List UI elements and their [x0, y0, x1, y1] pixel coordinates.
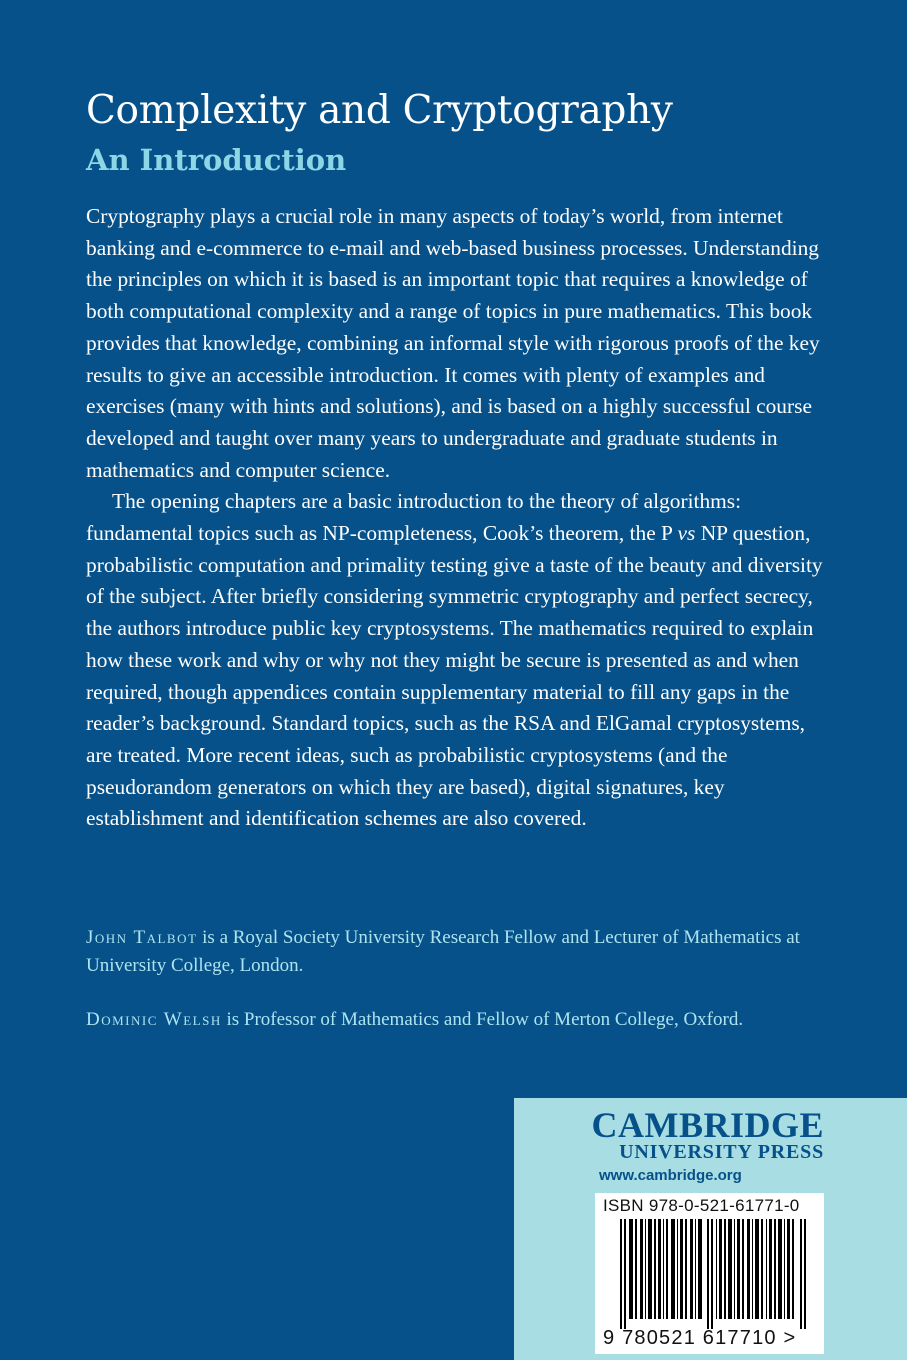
publisher-press-label: UNIVERSITY PRESS [619, 1141, 824, 1163]
blurb [86, 201, 826, 835]
blurb-p2-part-2: NP question, probabilistic computation and primality testing give a taste of the beauty and diversity of the subject. After briefly considering symmetric cryptography and perfect secrecy, the authors introduce public key cryptosystems. The mathematics required to explain how these work and why or why not they might be secure is presented as and when required, though appendices contain supplementary material to fill any gaps in the reader’s background. Standard topics, such as the RSA and ElGamal cryptosystems, are treated. More recent ideas, such as probabilistic cryptosystems (and the pseudorandom generators on which they are based), digital signatures, key establishment and identification schemes are also covered. [86, 521, 823, 831]
book-title: Complexity and Cryptography [86, 88, 673, 133]
author-name: Dominic Welsh [86, 1009, 222, 1030]
blurb-paragraph-2 [86, 486, 826, 835]
blurb-p2-part-1: The opening chapters are a basic introduction to the theory of algorithms: fundamental topics such as NP-completeness, Cook’s theorem, the P [86, 489, 742, 546]
publisher-logo [591, 1104, 824, 1146]
publisher-website[interactable]: www.cambridge.org [599, 1167, 742, 1184]
author-name: John Talbot [86, 927, 198, 948]
isbn-label: ISBN 978-0-521-61771-0 [603, 1196, 800, 1215]
book-subtitle: An Introduction [86, 143, 347, 177]
author-bio: is Professor of Mathematics and Fellow of Merton College, Oxford. [221, 1009, 744, 1030]
author-bio: is a Royal Society University Research Fellow and Lecturer of Mathematics at University College, London. [86, 927, 800, 976]
publisher-name: CAMBRIDGE [591, 1105, 824, 1145]
author-bio-talbot [86, 924, 826, 980]
author-bio-welsh [86, 1006, 826, 1034]
barcode-digits: 9 780521 617710 > [603, 1327, 797, 1349]
blurb-p2-vs: vs [677, 521, 696, 546]
barcode-icon [620, 1219, 806, 1329]
publisher-press [619, 1141, 824, 1164]
blurb-paragraph-1: Cryptography plays a crucial role in many aspects of today’s world, from internet banking and e-commerce to e-mail and web-based business processes. Understanding the principles on which it is based is an important topic that requires a knowledge of both computational complexity and a range of topics in pure mathematics. This book provides that knowledge, combining an informal style with rigorous proofs of the key results to give an accessible introduction. It comes with plenty of examples and exercises (many with hints and solutions), and is based on a highly successful course developed and taught over many years to undergraduate and graduate students in mathematics and computer science. [86, 204, 820, 482]
